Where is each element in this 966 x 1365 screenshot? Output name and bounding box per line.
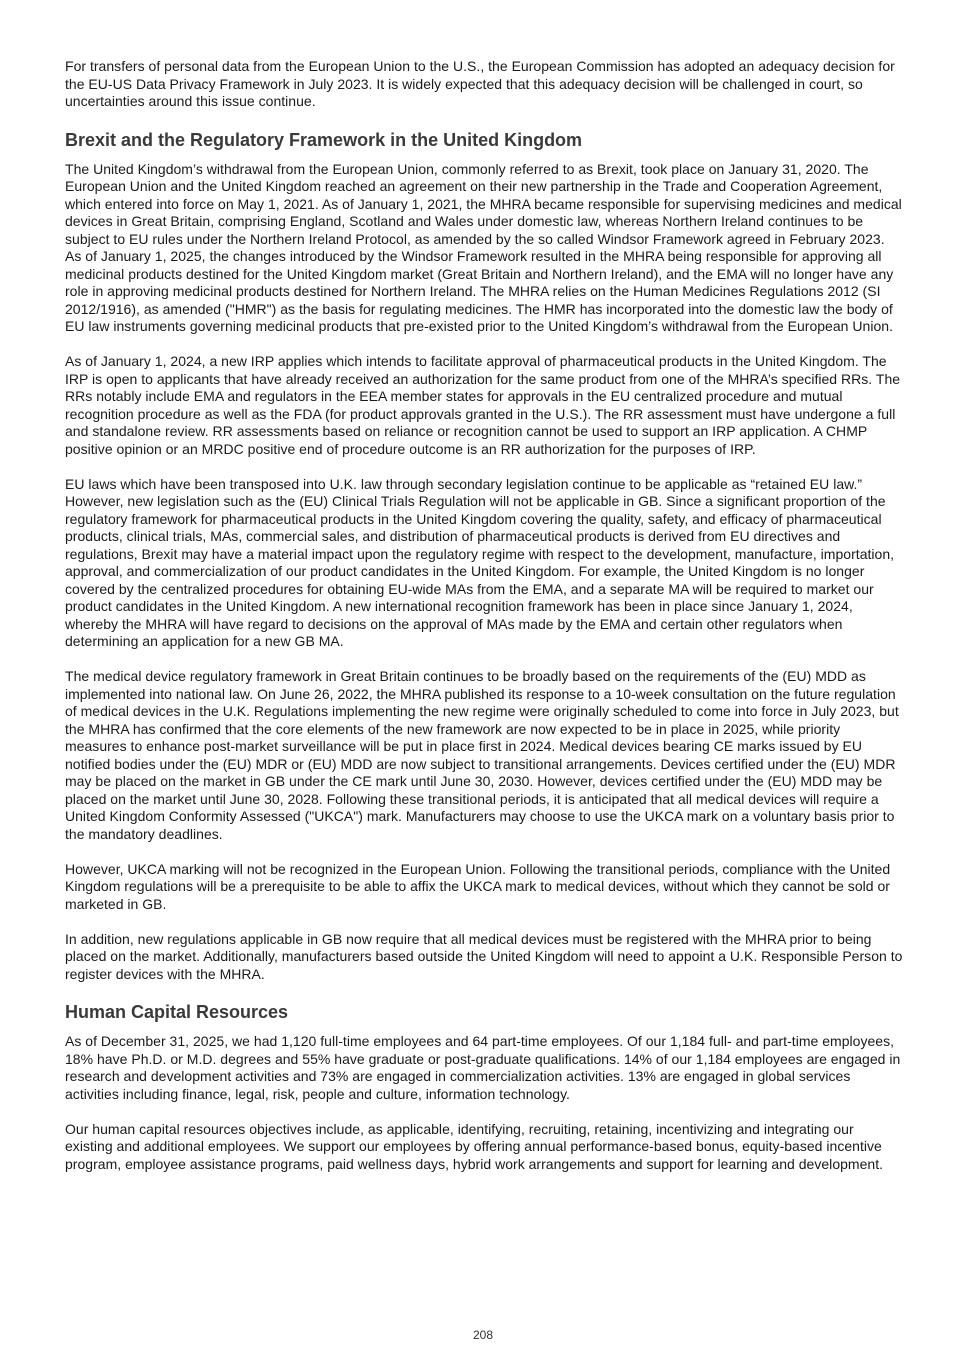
section-heading-human-capital: Human Capital Resources [65,1002,289,1022]
brexit-paragraph-3: EU laws which have been transposed into U.K. law through secondary legislation continue to be applicable as “retained EU law.” However, new legislation such as the (EU) Clinical Trials Regulation will not be applicable in GB. Since a significant proportion of the regulatory framework for pharmaceutical products in the United Kingdom covering the quality, safety, and efficacy of pharmaceutical products, clinical trials, MAs, commercial sales, and distribution of pharmaceutical products is derived from EU directives and regulations, Brexit may have a material impact upon the regulatory regime with respect to the development, manufacture, importation, approval, and commercialization of our product candidates in the United Kingdom. For example, the United Kingdom is no longer covered by the centralized procedures for obtaining EU-wide MAs from the EMA, and a separate MA will be required to market our product candidates in the United Kingdom. A new international recognition framework has been in place since January 1, 2024, whereby the MHRA will have regard to decisions on the approval of MAs made by the EMA and certain other regulators when determining an application for a new GB MA. [65,475,895,649]
intro-paragraph: For transfers of personal data from the European Union to the U.S., the European Commission has adopted an adequacy decision for the EU-US Data Privacy Framework in July 2023. It is widely expected that this adequacy decision will be challenged in court, so uncertainties around this issue continue. [65,58,895,109]
human-capital-paragraph-2: Our human capital resources objectives include, as applicable, identifying, recruiting, retaining, incentivizing and integrating our existing and additional employees. We support our employees by offering annual performance-based bonus, equity-based incentive program, employee assistance programs, paid wellness days, hybrid work arrangements and support for learning and development. [65,1120,884,1172]
brexit-paragraph-1: The United Kingdom’s withdrawal from the European Union, commonly referred to as Brexit, took place on January 31, 2020. The European Union and the United Kingdom reached an agreement on their new partnership in the Trade and Cooperation Agreement, which entered into force on May 1, 2021. As of January 1, 2021, the MHRA became responsible for supervising medicines and medical devices in Great Britain, comprising England, Scotland and Wales under domestic law, whereas Northern Ireland continues to be subject to EU rules under the Northern Ireland Protocol, as amended by the so called Windsor Framework agreed in February 2023. As of January 1, 2025, the changes introduced by the Windsor Framework resulted in the MHRA being responsible for approving all medicinal products destined for the United Kingdom market (Great Britain and Northern Ireland), and the EMA will no longer have any role in approving medicinal products destined for Northern Ireland. The MHRA relies on the Human Medicines Regulations 2012 (SI 2012/1916), as amended ("HMR") as the basis for regulating medicines. The HMR has incorporated into the domestic law the body of EU law instruments governing medicinal products that pre-existed prior to the United Kingdom’s withdrawal from the European Union. [65,160,902,334]
brexit-paragraph-2: As of January 1, 2024, a new IRP applies which intends to facilitate approval of pharmaceutical products in the United Kingdom. The IRP is open to applicants that have already received an authorization for the same product from one of the MHRA’s specified RRs. The RRs notably include EMA and regulators in the EEA member states for approvals in the EU centralized procedure and mutual recognition procedure as well as the FDA (for product approvals granted in the U.S.). The RR assessment must have undergone a full and standalone review. RR assessments based on reliance or recognition cannot be used to support an IRP application. A CHMP positive opinion or an MRDC positive end of procedure outcome is an RR authorization for the purposes of IRP. [65,353,901,457]
brexit-paragraph-5: However, UKCA marking will not be recognized in the European Union. Following the transitional periods, compliance with the United Kingdom regulations will be a prerequisite to be able to affix the UKCA mark to medical devices, without which they cannot be sold or marketed in GB. [65,860,891,912]
brexit-paragraph-4: The medical device regulatory framework in Great Britain continues to be broadly based on the requirements of the (EU) MDD as implemented into national law. On June 26, 2022, the MHRA published its response to a 10-week consultation on the future regulation of medical devices in the U.K. Regulations implementing the new regime were originally scheduled to come into force in July 2023, but the MHRA has confirmed that the core elements of the new framework are now expected to be in place in 2025, while priority measures to enhance post-market surveillance will be put in place first in 2024. Medical devices bearing CE marks issued by EU notified bodies under the (EU) MDR or (EU) MDD are now subject to transitional arrangements. Devices certified under the (EU) MDR may be placed on the market in GB under the CE mark until June 30, 2030. However, devices certified under the (EU) MDD may be placed on the market until June 30, 2028. Following these transitional periods, it is anticipated that all medical devices will require a United Kingdom Conformity Assessed ("UKCA") mark. Manufacturers may choose to use the UKCA mark on a voluntary basis prior to the mandatory deadlines. [65,668,899,842]
document-body [65,58,903,1191]
page-number: 208 [472,1328,494,1342]
section-heading-brexit: Brexit and the Regulatory Framework in the United Kingdom [65,129,583,150]
human-capital-paragraph-1: As of December 31, 2025, we had 1,120 full-time employees and 64 part-time employees. Of our 1,184 full- and part-time employees, 18% have Ph.D. or M.D. degrees and 55% have graduate or post-graduate qualifications. 14% of our 1,184 employees are engaged in research and development activities and 73% are engaged in commercialization activities. 13% are engaged in global services activities including finance, legal, risk, people and culture, information technology. [65,1033,901,1102]
brexit-paragraph-6: In addition, new regulations applicable in GB now require that all medical devices must be registered with the MHRA prior to being placed on the market. Additionally, manufacturers based outside the United Kingdom will need to appoint a U.K. Responsible Person to register devices with the MHRA. [65,930,903,982]
